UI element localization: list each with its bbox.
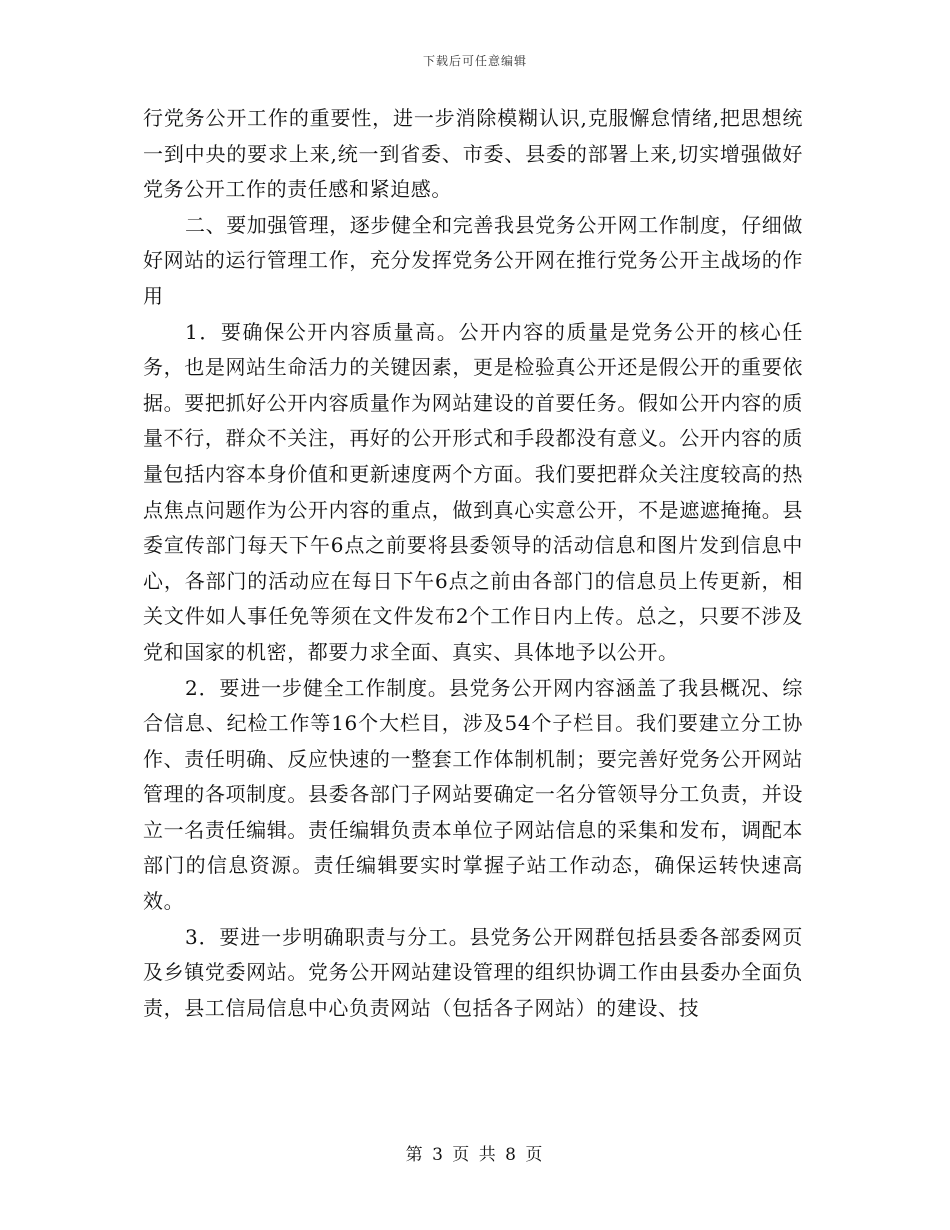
paragraph-item-1: 1．要确保公开内容质量高。公开内容的质量是党务公开的核心任务，也是网站生命活力的关键因素，更是检验真公开还是假公开的重要依据。要把抓好公开内容质量作为网站建设的首要任务。假如公开内容的质量不行，群众不关注，再好的公开形式和手段都没有意义。公开内容的质量包括内容本身价值和更新速度两个方面。我们要把群众关注度较高的热点焦点问题作为公开内容的重点，做到真心实意公开，不是遮遮掩掩。县委宣传部门每天下午6点之前要将县委领导的活动信息和图片发到信息中心，各部门的活动应在每日下午6点之前由各部门的信息员上传更新，相关文件如人事任免等须在文件发布2个工作日内上传。总之，只要不涉及党和国家的机密，都要力求全面、真实、具体地予以公开。	[143, 319, 803, 664]
page-number: 第 3 页 共 8 页	[405, 1145, 545, 1165]
document-body	[143, 101, 803, 1026]
paragraph-continuation: 行党务公开工作的重要性，进一步消除模糊认识,克服懈怠情绪,把思想统一到中央的要求上来,统一到省委、市委、县委的部署上来,切实增强做好党务公开工作的责任感和紧迫感。	[143, 106, 803, 202]
paragraph-item-3: 3．要进一步明确职责与分工。县党务公开网群包括县委各部委网页及乡镇党委网站。党务公开网站建设管理的组织协调工作由县委办全面负责，县工信局信息中心负责网站（包括各子网站）的建设、技	[143, 924, 803, 1020]
section-heading-two: 二、要加强管理，逐步健全和完善我县党务公开网工作制度，仔细做好网站的运行管理工作，充分发挥党务公开网在推行党务公开主战场的作用	[143, 212, 803, 308]
paragraph-item-2: 2．要进一步健全工作制度。县党务公开网内容涵盖了我县概况、综合信息、纪检工作等16个大栏目，涉及54个子栏目。我们要建立分工协作、责任明确、反应快速的一整套工作体制机制；要完善好党务公开网站管理的各项制度。县委各部门子网站要确定一名分管领导分工负责，并设立一名责任编辑。责任编辑负责本单位子网站信息的采集和发布，调配本部门的信息资源。责任编辑要实时掌握子站工作动态，确保运转快速高效。	[143, 675, 803, 914]
page-header-note: 下载后可任意编辑	[422, 54, 527, 68]
